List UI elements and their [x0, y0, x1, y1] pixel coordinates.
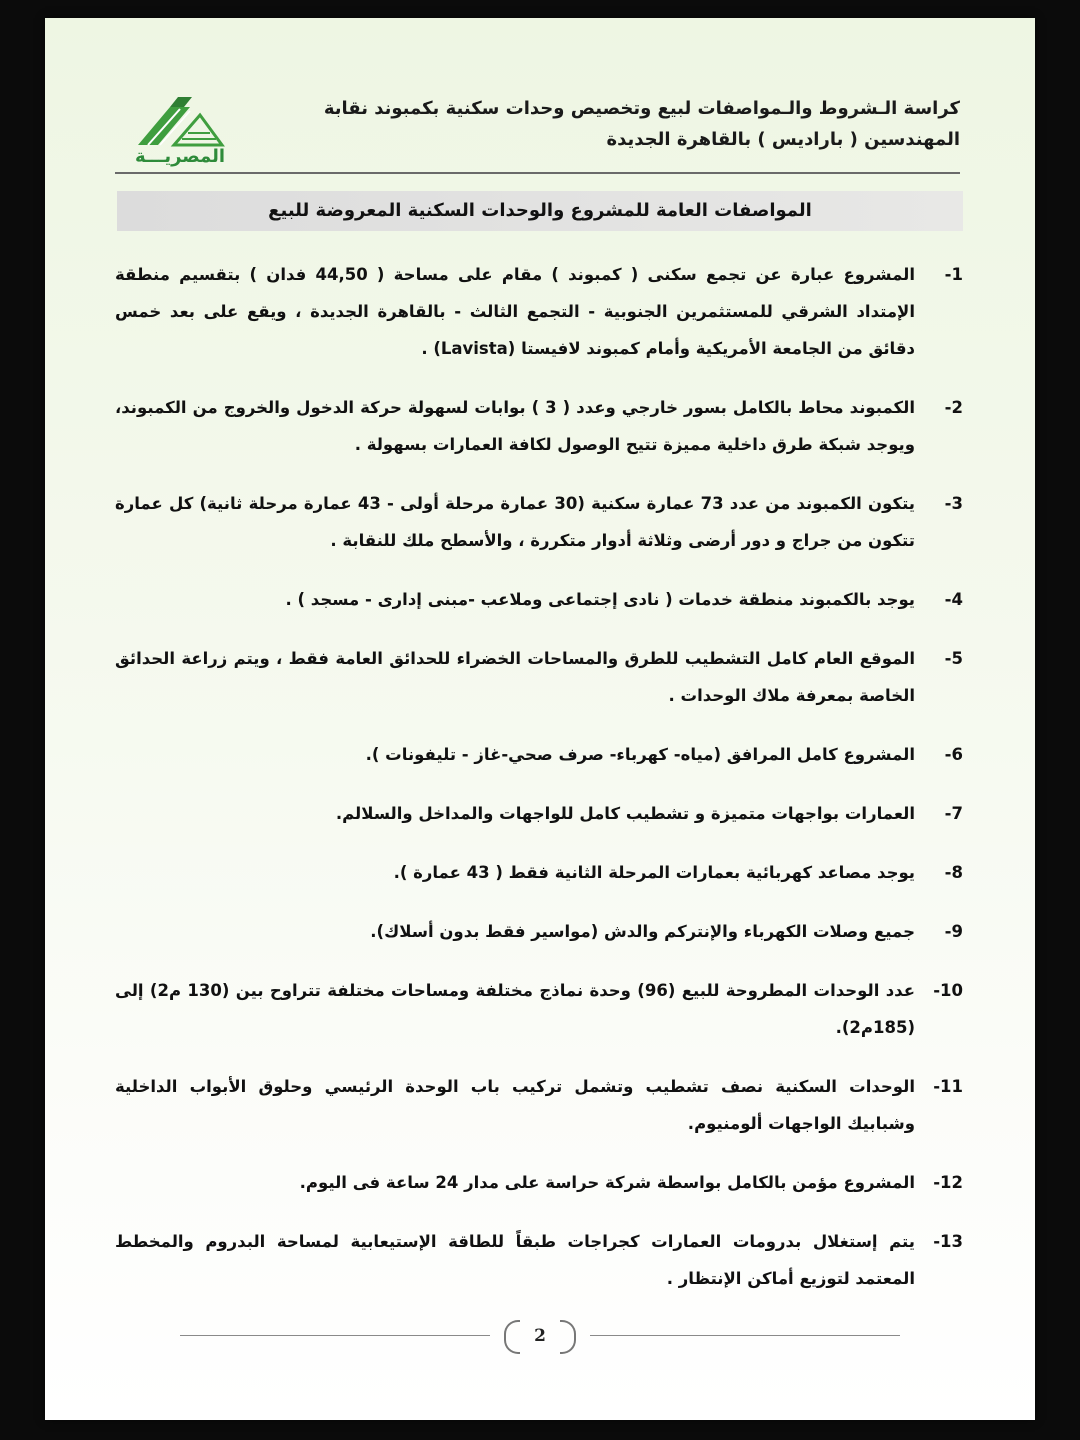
- item-text: يوجد مصاعد كهربائية بعمارات المرحلة الثانية فقط ( 43 عمارة ).: [393, 863, 915, 882]
- list-item: [115, 485, 963, 559]
- page-number-value: 2: [534, 1326, 546, 1346]
- item-number: -13: [933, 1232, 963, 1251]
- item-text: المشروع كامل المرافق (مياه- كهرباء- صرف صحي-غاز - تليفونات ).: [365, 745, 915, 764]
- item-number: -10: [933, 981, 963, 1000]
- logo-mark-icon: [130, 95, 230, 150]
- item-number: -11: [933, 1077, 963, 1096]
- list-item: [115, 854, 963, 891]
- item-text: يتم إستغلال بدرومات العمارات كجراجات طبقاً للطاقة الإستيعابية لمساحة البدروم والمخطط المعتمد لتوزيع أماكن الإنتظار .: [115, 1232, 915, 1288]
- item-number: -9: [944, 922, 963, 941]
- engineers-syndicate-logo: [130, 95, 230, 170]
- right-brace-icon: [560, 1320, 576, 1354]
- item-number: -1: [944, 265, 963, 284]
- header-divider: [115, 172, 960, 174]
- item-text: يوجد بالكمبوند منطقة خدمات ( نادى إجتماعى وملاعب -مبنى إدارى - مسجد ) .: [285, 590, 915, 609]
- item-number: -5: [944, 649, 963, 668]
- item-text: جميع وصلات الكهرباء والإنتركم والدش (مواسير فقط بدون أسلاك).: [370, 922, 915, 941]
- item-number: -6: [944, 745, 963, 764]
- list-item: [115, 256, 963, 367]
- list-item: [115, 640, 963, 714]
- document-page: [45, 18, 1035, 1420]
- item-text: الكمبوند محاط بالكامل بسور خارجي وعدد ( 3 ) بوابات لسهولة حركة الدخول والخروج من الكمبوند، ويوجد شبكة طرق داخلية مميزة تتيح الوصول لكافة العمارات بسهولة .: [115, 398, 915, 454]
- document-title-line-1: كراسة الـشروط والـمواصفات لبيع وتخصيص وحدات سكنية بكمبوند نقابة: [323, 98, 960, 119]
- specifications-list: [115, 256, 963, 1319]
- list-item: [115, 1223, 963, 1297]
- list-item: [115, 581, 963, 618]
- list-item: [115, 736, 963, 773]
- document-title: [320, 93, 960, 155]
- list-item: [115, 795, 963, 832]
- item-number: -12: [933, 1173, 963, 1192]
- item-number: -8: [944, 863, 963, 882]
- list-item: [115, 913, 963, 950]
- item-text: يتكون الكمبوند من عدد 73 عمارة سكنية (30 عمارة مرحلة أولى - 43 عمارة مرحلة ثانية) كل عمارة تتكون من جراج و دور أرضى وثلاثة أدوار متكررة ، والأسطح ملك للنقابة .: [115, 494, 915, 550]
- list-item: [115, 1068, 963, 1142]
- page-header: [105, 93, 960, 193]
- item-text: المشروع عبارة عن تجمع سكنى ( كمبوند ) مقام على مساحة ( 44,50 فدان ) بتقسيم منطقة الإمتداد الشرقي للمستثمرين الجنوبية - التجمع الثالث - بالقاهرة الجديدة ، ويقع على بعد خمس دقائق من الجامعة الأمريكية وأمام كمبوند لافيستا (Lavista) .: [115, 265, 915, 358]
- document-title-line-2: المهندسين ( باراديس ) بالقاهرة الجديدة: [606, 129, 960, 150]
- item-number: -4: [944, 590, 963, 609]
- logo-caption: المصريـــة: [134, 146, 226, 167]
- page-footer: [180, 1318, 900, 1354]
- item-number: -2: [944, 398, 963, 417]
- footer-rule-left: [180, 1335, 490, 1336]
- list-item: [115, 972, 963, 1046]
- item-text: الموقع العام كامل التشطيب للطرق والمساحات الخضراء للحدائق العامة فقط ، ويتم زراعة الحدائق الخاصة بمعرفة ملاك الوحدات .: [115, 649, 915, 705]
- list-item: [115, 1164, 963, 1201]
- item-text: عدد الوحدات المطروحة للبيع (96) وحدة نماذج مختلفة ومساحات مختلفة تتراوح بين (130 م2) إلى (185م2).: [115, 981, 915, 1037]
- item-text: العمارات بواجهات متميزة و تشطيب كامل للواجهات والمداخل والسلالم.: [335, 804, 915, 823]
- list-item: [115, 389, 963, 463]
- item-text: الوحدات السكنية نصف تشطيب وتشمل تركيب باب الوحدة الرئيسي وحلوق الأبواب الداخلية وشبابيك الواجهات ألومنيوم.: [115, 1077, 915, 1133]
- item-number: -7: [944, 804, 963, 823]
- footer-rule-right: [590, 1335, 900, 1336]
- page-number: [500, 1318, 580, 1354]
- section-heading: المواصفات العامة للمشروع والوحدات السكنية المعروضة للبيع: [117, 191, 963, 231]
- item-text: المشروع مؤمن بالكامل بواسطة شركة حراسة على مدار 24 ساعة فى اليوم.: [299, 1173, 915, 1192]
- left-brace-icon: [504, 1320, 520, 1354]
- item-number: -3: [944, 494, 963, 513]
